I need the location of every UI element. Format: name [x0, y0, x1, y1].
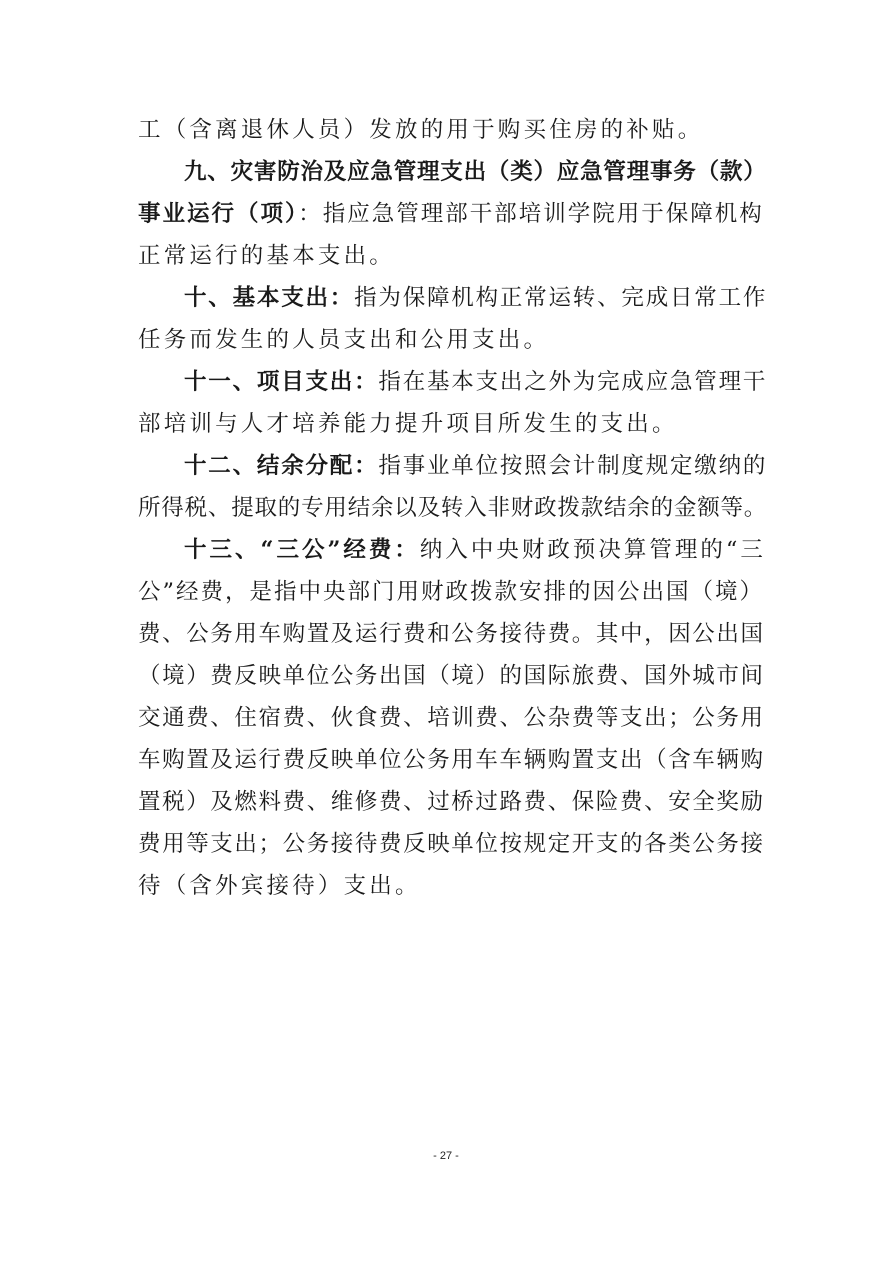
section-heading-9: 九、灾害防治及应急管理支出（类）应急管理事务（款）	[184, 159, 767, 185]
text-line: 费用等支出；公务接待费反映单位按规定开支的各类公务接	[138, 831, 765, 857]
text-line: 待（含外宾接待）支出。	[138, 873, 421, 899]
page-number: - 27 -	[433, 1150, 459, 1162]
text-line: （境）费反映单位公务出国（境）的国际旅费、国外城市间	[138, 663, 765, 689]
text-line: 交通费、住宿费、伙食费、培训费、公杂费等支出；公务用	[138, 705, 765, 731]
text-line: 置税）及燃料费、维修费、过桥过路费、保险费、安全奖励	[138, 789, 765, 815]
section-heading-13: 十三、“三公”经费：纳入中央财政预决算管理的“三	[184, 537, 766, 563]
text-line: 费、公务用车购置及运行费和公务接待费。其中，因公出国	[138, 621, 765, 647]
section-heading-10: 十、基本支出：指为保障机构正常运转、完成日常工作	[184, 285, 768, 311]
text-line: 事业运行（项）：指应急管理部干部培训学院用于保障机构	[138, 201, 764, 227]
text-line: 公”经费，是指中央部门用财政拨款安排的因公出国（境）	[138, 579, 765, 605]
text-line: 所得税、提取的专用结余以及转入非财政拨款结余的金额等。	[138, 495, 768, 521]
text-line: 任务而发生的人员支出和公用支出。	[138, 327, 550, 353]
section-heading-11: 十一、项目支出：指在基本支出之外为完成应急管理干	[184, 369, 768, 395]
text-line: 部培训与人才培养能力提升项目所发生的支出。	[138, 411, 678, 437]
text-line: 车购置及运行费反映单位公务用车车辆购置支出（含车辆购	[138, 747, 765, 773]
section-heading-12: 十二、结余分配：指事业单位按照会计制度规定缴纳的	[184, 453, 768, 479]
text-line: 工（含离退休人员）发放的用于购买住房的补贴。	[138, 117, 704, 143]
text-line: 正常运行的基本支出。	[138, 243, 396, 269]
